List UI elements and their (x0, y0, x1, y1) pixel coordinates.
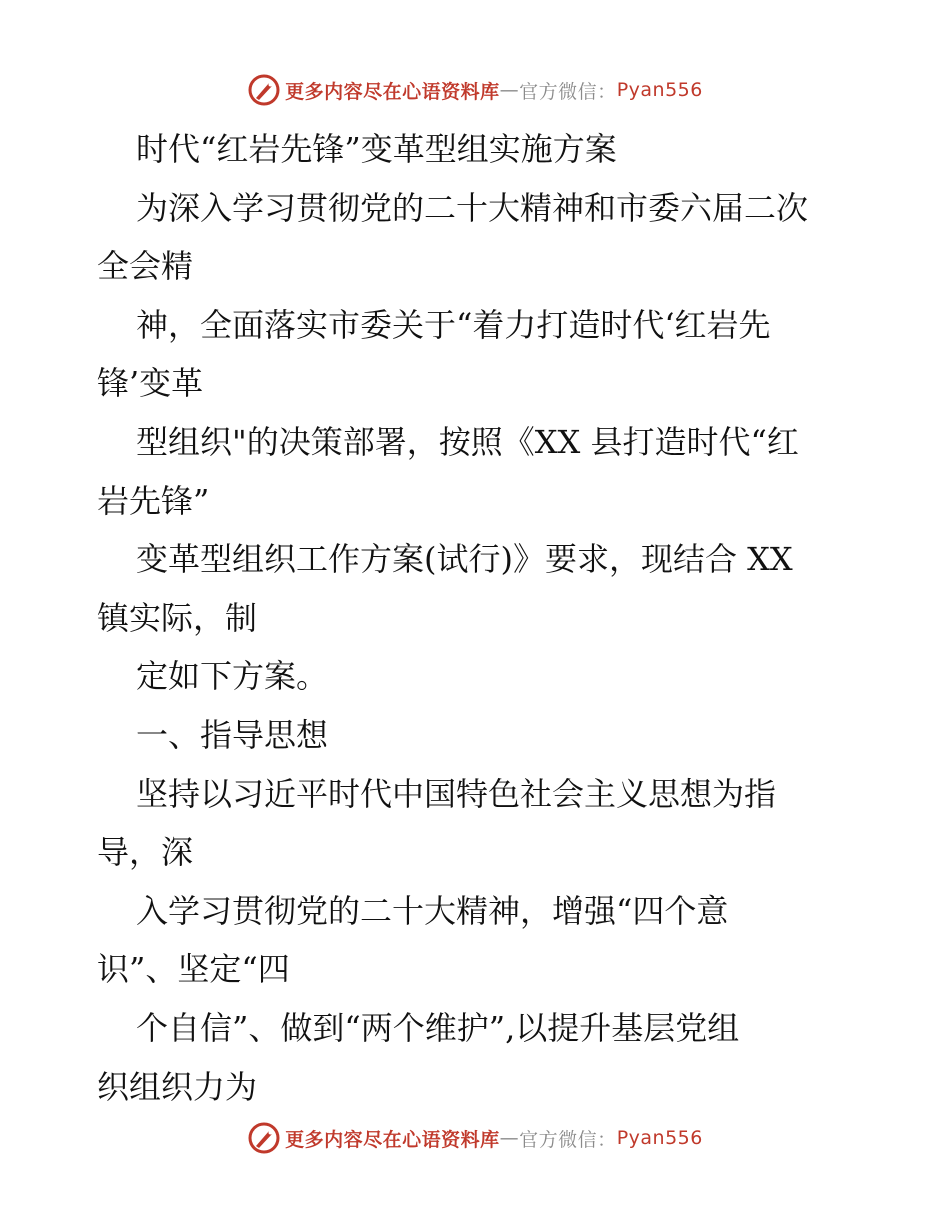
text-line: 一、指导思想 (136, 715, 329, 754)
banner-wechat-id: Pyan556 (616, 1127, 703, 1149)
text-line: 全会精 (97, 247, 194, 286)
text-line: 入学习贯彻党的二十大精神，增强“四个意 (136, 891, 729, 930)
banner-main-text: 更多内容尽在心语资料库 (285, 80, 500, 103)
text-line: 定如下方案。 (136, 657, 329, 696)
watermark-banner-top (0, 70, 950, 110)
document-body (97, 120, 857, 1116)
text-line: 岩先锋” (97, 481, 210, 520)
text-line: 锋’变革 (97, 364, 204, 403)
text-line: 个自信”、做到“两个维护”,以提升基层党组 (136, 1008, 740, 1047)
watermark-banner-bottom (0, 1118, 950, 1158)
banner-main-text: 更多内容尽在心语资料库 (285, 1128, 500, 1151)
text-line: 为深入学习贯彻党的二十大精神和市委六届二次 (136, 188, 809, 227)
pen-logo-icon (247, 73, 281, 107)
text-line: 导，深 (97, 833, 194, 872)
text-line: 织组织力为 (97, 1067, 258, 1106)
banner-wechat-id: Pyan556 (616, 79, 703, 101)
banner-wechat-label: 官方微信： (519, 1128, 617, 1151)
pen-logo-icon (247, 1121, 281, 1155)
text-line: 型组织"的决策部署，按照《XX 县打造时代“红 (136, 422, 799, 461)
banner-dash: — (499, 1127, 520, 1149)
text-line: 神，全面落实市委关于“着力打造时代‘红岩先 (136, 305, 771, 344)
banner-dash: — (499, 79, 520, 101)
text-line: 识”、坚定“四 (97, 950, 290, 989)
text-line: 坚持以习近平时代中国特色社会主义思想为指 (136, 774, 777, 813)
text-line: 镇实际，制 (97, 598, 258, 637)
text-line: 变革型组织工作方案(试行)》要求，现结合 XX (136, 540, 793, 579)
text-line: 时代“红岩先锋”变革型组实施方案 (136, 130, 617, 168)
banner-wechat-label: 官方微信： (519, 80, 617, 103)
